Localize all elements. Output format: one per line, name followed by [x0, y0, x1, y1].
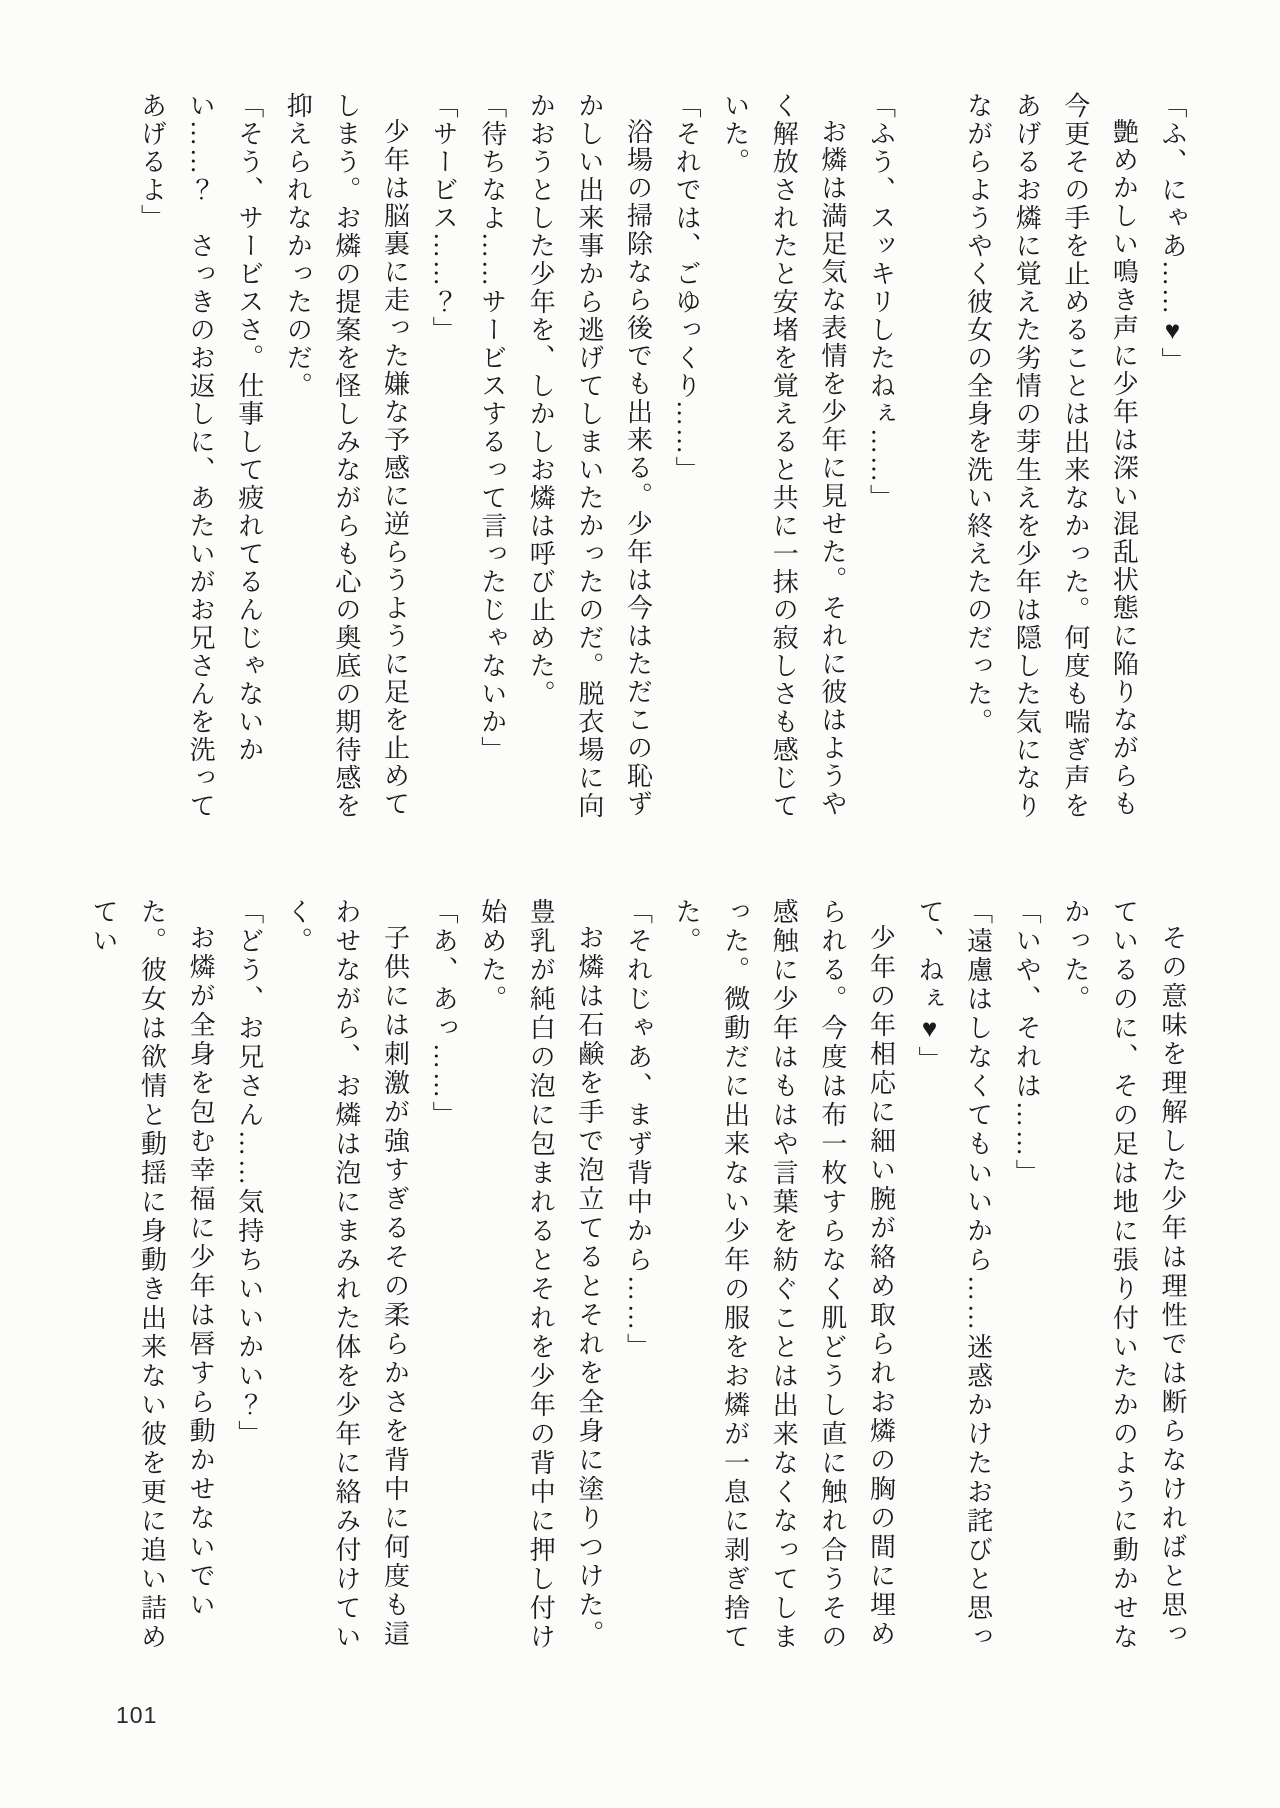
narration-paragraph: 浴場の掃除なら後でも出来る。少年は今はただこの恥ずかしい出来事から逃げてしまいたかったのだ。脱衣場に向かおうとした少年を、しかしお燐は呼び止めた。: [526, 92, 653, 820]
heart-icon: ♥: [915, 1014, 945, 1046]
page-number: 101: [116, 1702, 158, 1728]
dialogue-paragraph: 「それじゃあ、まず背中から……」: [623, 898, 653, 1362]
dialogue-paragraph: 「それでは、ごゆっくり……」: [672, 92, 702, 484]
paragraph-spacer: [904, 92, 953, 834]
dialogue-paragraph: 「サービス……？」: [429, 92, 459, 344]
dialogue-paragraph: 「遠慮はしなくてもいいから……迷惑かけたお詫びと思って、ねぇ♥」: [915, 898, 993, 1652]
heart-icon: ♥: [1158, 316, 1187, 347]
narration-paragraph: その意味を理解した少年は理性では断らなければと思っているのに、その足は地に張り付いたかのように動かせなかった。: [1060, 898, 1187, 1652]
narration-paragraph: 艶めかしい鳴き声に少年は深い混乱状態に陥りながらも今更その手を止めることは出来なかった。何度も喘ぎ声をあげるお燐に覚えた劣情の芽生えを少年は隠した気になりながらようやく彼女の全身を洗い終えたのだった。: [963, 92, 1139, 820]
dialogue-paragraph: 「そう、サービスさ。仕事して疲れてるんじゃないかい……？ さっきのお返しに、あたいがお兄さんを洗ってあげるよ」: [137, 92, 264, 820]
text-block-lower: [88, 898, 1196, 1660]
narration-paragraph: お燐は石鹸を手で泡立てるとそれを全身に塗りつけた。豊乳が純白の泡に包まれるとそれを少年の背中に押し付け始めた。: [477, 898, 604, 1652]
narration-paragraph: 少年は脳裏に走った嫌な予感に逆らうように足を止めてしまう。お燐の提案を怪しみながらも心の奥底の期待感を抑えられなかったのだ。: [283, 92, 410, 820]
narration-paragraph: 少年の年相応に細い腕が絡め取られお燐の胸の間に埋められる。今度は布一枚すらなく肌どうし直に触れ合うその感触に少年はもはや言葉を紡ぐことは出来なくなってしまった。微動だに出来ない少年の服をお燐が一息に剥ぎ捨てた。: [672, 898, 896, 1652]
dialogue-paragraph: 「待ちなよ……サービスするって言ったじゃないか」: [477, 92, 507, 764]
dialogue-paragraph: 「いや、それは……」: [1012, 898, 1042, 1188]
dialogue-paragraph: 「ふう、スッキリしたねぇ……」: [866, 92, 896, 512]
text-block-upper: [112, 92, 1196, 834]
narration-paragraph: お燐は満足気な表情を少年に見せた。それに彼はようやく解放されたと安堵を覚えると共に一抹の寂しさも感じていた。: [720, 92, 847, 820]
narration-paragraph: お燐が全身を包む幸福に少年は唇すら動かせないでいた。彼女は欲情と動揺に身動き出来ない彼を更に追い詰めてい: [88, 898, 216, 1652]
dialogue-paragraph: 「ふ、にゃあ……♥」: [1158, 92, 1187, 375]
narration-paragraph: 子供には刺激が強すぎるその柔らかさを背中に何度も這わせながら、お燐は泡にまみれた体を少年に絡み付けていく。: [283, 898, 410, 1652]
dialogue-paragraph: 「あ、あっ……」: [429, 898, 459, 1130]
dialogue-paragraph: 「どう、お兄さん……気持ちいいかい？」: [234, 898, 264, 1449]
